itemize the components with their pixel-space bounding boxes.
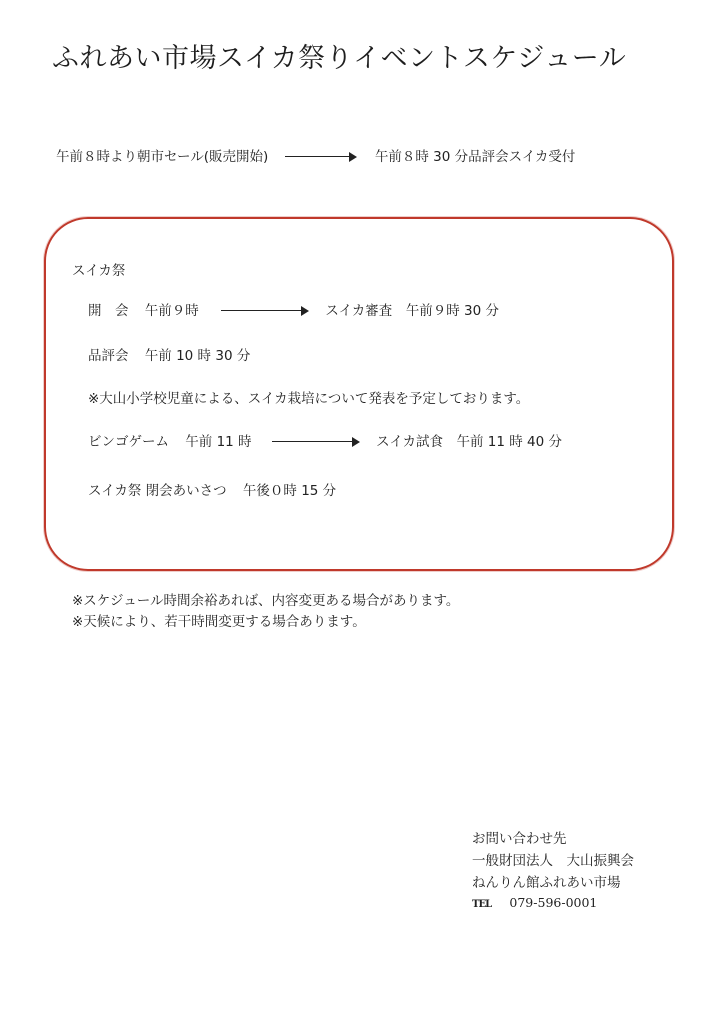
festival-heading: スイカ祭	[72, 263, 126, 279]
opening-next: スイカ審査 午前９時 30 分	[325, 303, 499, 319]
opening-label: 開 会	[88, 303, 129, 319]
bingo-next: スイカ試食 午前 11 時 40 分	[376, 434, 563, 450]
right-arrow-icon	[272, 437, 360, 447]
contact-venue: ねんりん館ふれあい市場	[472, 875, 621, 891]
judging-time: 午前 10 時 30 分	[144, 348, 251, 364]
page-title: ふれあい市場スイカ祭りイベントスケジュール	[52, 43, 627, 74]
opening-time: 午前９時	[144, 303, 199, 319]
morning-start-text: 午前８時より朝市セール(販売開始)	[56, 149, 269, 165]
right-arrow-icon	[285, 152, 357, 162]
bingo-label: ビンゴゲーム	[88, 434, 169, 450]
judging-row	[88, 347, 250, 365]
phone-label: TEL	[472, 899, 492, 910]
bingo-row	[88, 433, 562, 451]
morning-next-text: 午前８時 30 分品評会スイカ受付	[374, 149, 576, 165]
closing-label: スイカ祭 閉会あいさつ	[88, 483, 227, 499]
student-presentation-note: ※大山小学校児童による、スイカ栽培について発表を予定しております。	[88, 391, 530, 407]
opening-row	[88, 302, 499, 320]
schedule-change-note: ※スケジュール時間余裕あれば、内容変更ある場合があります。	[72, 593, 460, 609]
bingo-time: 午前 11 時	[185, 434, 252, 450]
phone-number: 079-596-0001	[509, 895, 598, 910]
right-arrow-icon	[221, 306, 309, 316]
contact-heading: お問い合わせ先	[472, 831, 567, 847]
morning-schedule-row	[56, 148, 575, 166]
weather-note: ※天候により、若干時間変更する場合あります。	[72, 614, 366, 630]
closing-row	[88, 482, 336, 500]
contact-organization: 一般財団法人 大山振興会	[472, 853, 634, 869]
contact-phone	[472, 894, 597, 914]
closing-time: 午後０時 15 分	[242, 483, 337, 499]
judging-label: 品評会	[88, 348, 129, 364]
